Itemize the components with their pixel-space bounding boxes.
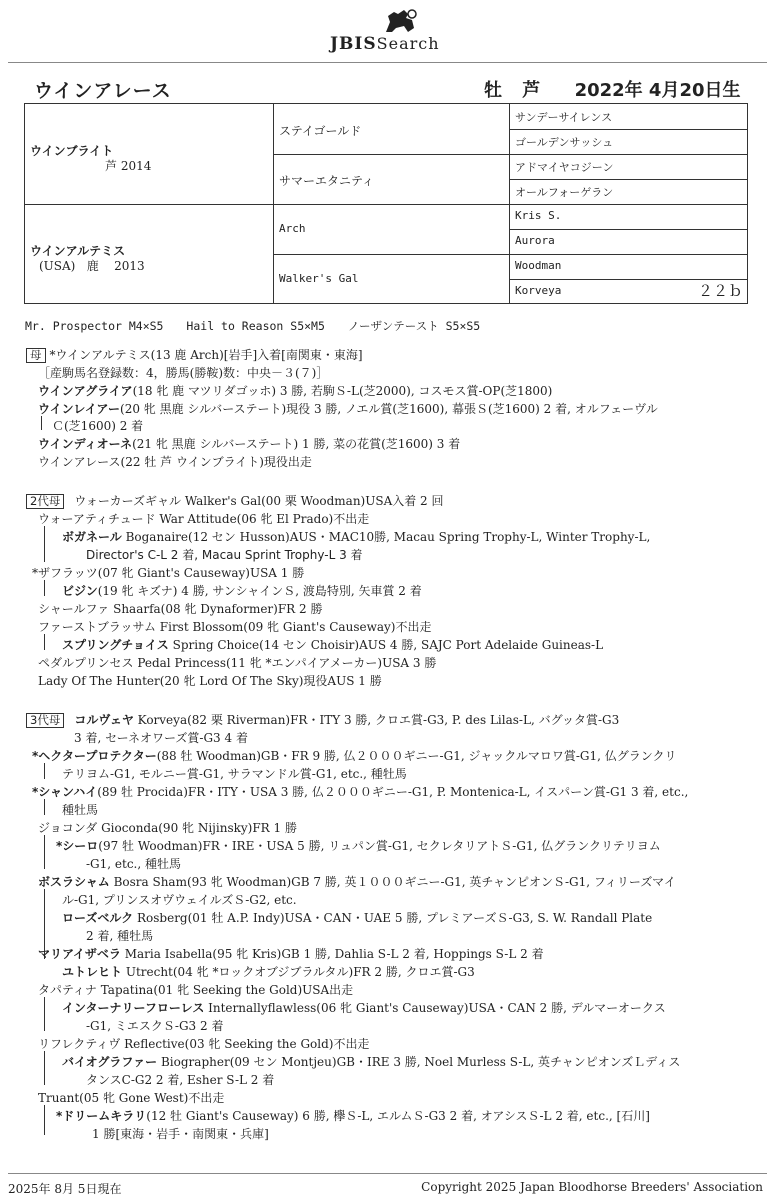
dam-line: *ウインアルテミス(13 鹿 Arch)[岩手]入着[南関東・東海] [49,348,363,362]
ped-dsd[interactable]: Aurora [515,234,555,247]
family-number: ２２ｂ [697,282,743,300]
foal-name[interactable]: ボスラシャム [38,875,110,889]
foal-name[interactable]: *ヘクタープロテクター [32,749,157,763]
divider [8,62,767,63]
inbreeding-item: Mr. Prospector M4×S5 [25,319,164,333]
footer-copyright: Copyright 2025 Japan Bloodhorse Breeders' Association [421,1180,763,1194]
dam-dam[interactable]: Walker's Gal [279,272,359,285]
sire-name[interactable]: ウインブライト [30,144,114,158]
horse-info [484,76,755,102]
foal-name[interactable]: ビジン [62,584,98,598]
sire-sire[interactable]: ステイゴールド [279,124,362,138]
ped-sdd[interactable]: オールフォーゲラン [515,186,614,199]
g3-label-box: 3代母 [26,713,64,728]
foal-name[interactable]: ボガネール [62,530,122,544]
foal-name[interactable]: ローズベルク [62,911,134,925]
foal-name[interactable]: *シャンハイ [32,785,98,799]
inbreeding-line [25,318,496,334]
horse-sex: 牡 [484,80,502,101]
inbreeding-item: ノーザンテースト S5×S5 [347,319,481,333]
footer-date: 2025年 8月 5日現在 [8,1182,122,1196]
jbis-logo[interactable] [320,8,470,54]
foal-name[interactable]: *シーロ [56,839,99,853]
foal-name[interactable]: ユトレヒト [62,965,123,979]
foal-name[interactable]: ウインディオーネ [38,437,133,451]
dam-sire[interactable]: Arch [279,222,306,235]
divider [8,1173,767,1174]
dam-label-box: 母 [26,348,46,363]
ped-dss[interactable]: Kris S. [515,209,562,222]
foal-name[interactable]: コルヴェヤ [74,713,134,727]
horse-name: ウインアレース [34,80,172,102]
dam-produce-count: ［産駒馬名登録数：4，勝馬(勝鞍)数：中央－３(７)］ [38,366,329,380]
sire-dam[interactable]: サマーエタニティ [279,174,375,188]
dam-detail: (USA) 鹿 2013 [39,259,145,273]
logo-text: JBISSearch [330,34,440,54]
foal-name[interactable]: マリアイザベラ [38,947,121,961]
sire-detail: 芦 2014 [105,159,152,173]
foal-name[interactable]: *ドリームキラリ [56,1109,147,1123]
foal-name[interactable]: ウインアレース(22 牡 芦 ウインブライト)現役出走 [38,455,312,469]
ped-dds[interactable]: Woodman [515,259,562,272]
foal-name[interactable]: ウインアグライア [38,384,133,398]
ped-sss[interactable]: サンデーサイレンス [515,111,613,124]
dam-name[interactable]: ウインアルテミス [30,244,126,258]
g2-label-box: 2代母 [26,494,64,509]
inbreeding-item: Hail to Reason S5×M5 [186,319,325,333]
pedigree-table [24,103,748,304]
horse-color: 芦 [522,80,541,101]
foal-name[interactable]: バイオグラファー [62,1055,158,1069]
horse-logo-icon [378,8,418,34]
foal-name[interactable]: スプリングチョイス [62,638,169,652]
foal-name[interactable]: ウインレイアー [38,402,121,416]
ped-sds[interactable]: アドマイヤコジーン [515,161,614,174]
ped-ddd[interactable]: Korveya [515,284,562,297]
ped-ssd[interactable]: ゴールデンサッシュ [515,136,614,149]
foal-name[interactable]: インターナリーフローレス [62,1001,205,1015]
horse-birth: 2022年 4月20日生 [574,80,741,101]
